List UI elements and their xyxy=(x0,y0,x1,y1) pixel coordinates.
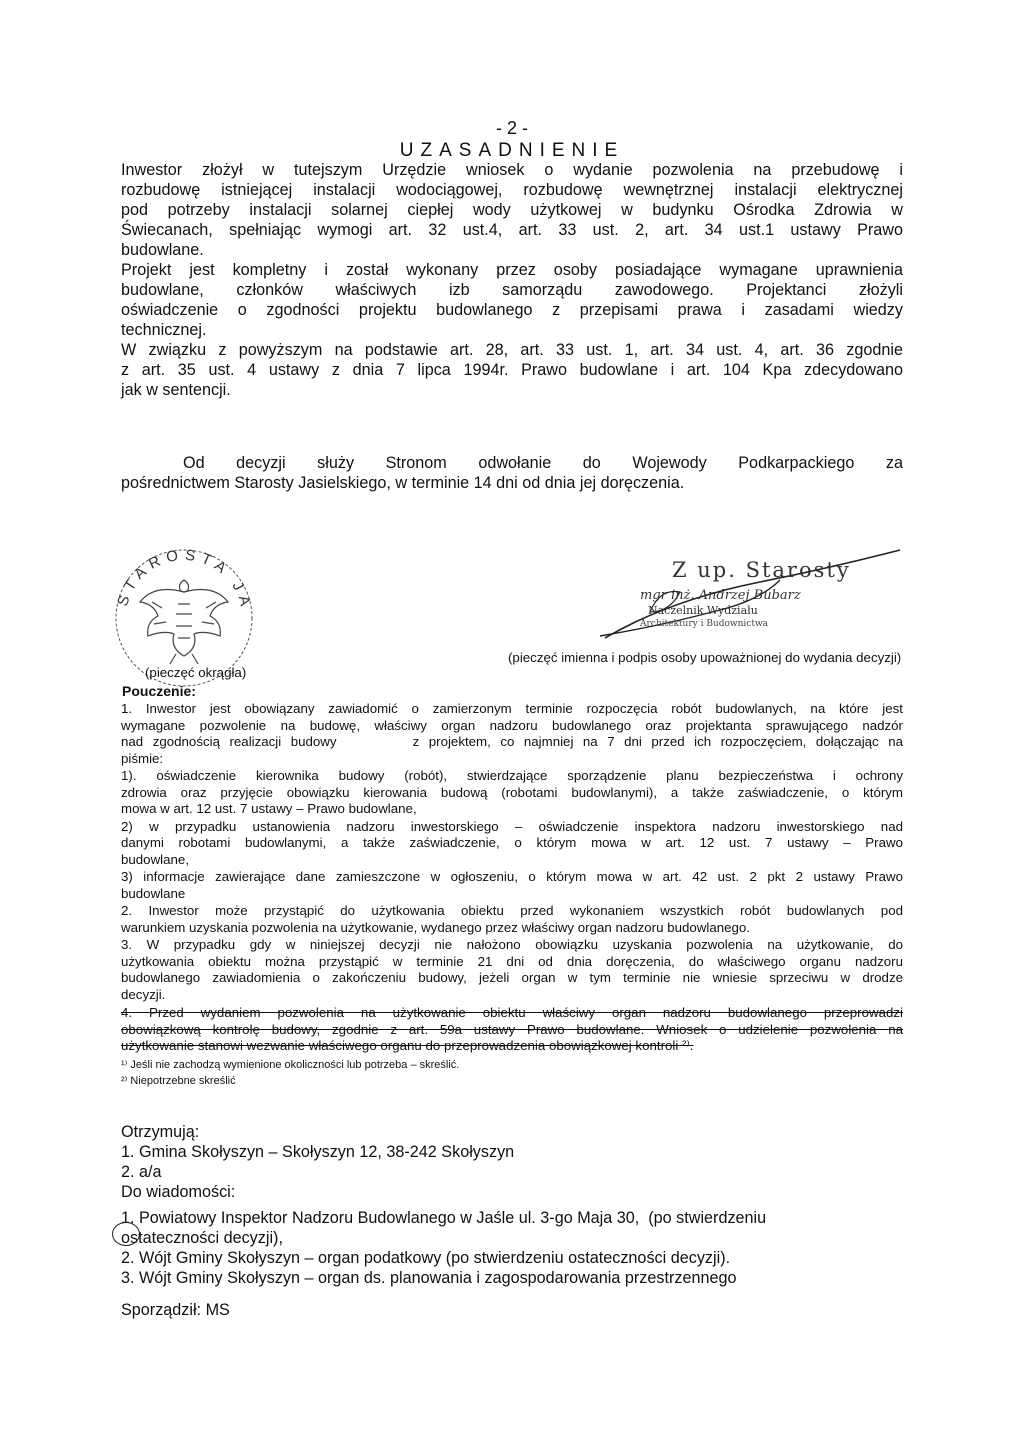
instructions-heading: Pouczenie: xyxy=(122,683,196,699)
instruction-line: warunkiem uzyskania pozwolenia na użytkowanie, wydanego przez właściwy organ nadzoru budowlanego. xyxy=(121,919,751,935)
text-line: technicznej. xyxy=(121,321,207,339)
justification-section xyxy=(121,160,903,400)
cc-item: ostateczności decyzji), xyxy=(121,1229,283,1247)
round-seal-caption: (pieczęć okrągła) xyxy=(145,665,247,680)
cc-heading: Do wiadomości: xyxy=(121,1183,236,1201)
instruction-line: nad zgodnością realizacji budowy z projektem, co najmniej na 7 dni przed ich rozpoczęciem, dołączając na xyxy=(121,734,903,749)
instruction-line: danymi robotami budowlanymi, a także zaświadczenie, o którym mowa w art. 12 ust. 7 ustawy – Prawo xyxy=(121,835,903,850)
instruction-line: 1). oświadczenie kierownika budowy (robót), stwierdzające sporządzenie planu bezpieczeństwa i ochrony xyxy=(121,768,903,783)
instruction-line: użytkowania obiektu można przystąpić w terminie 21 dni od dnia doręczenia, do właściwego organu nadzoru xyxy=(121,953,903,969)
instruction-line: mowa w art. 12 ust. 7 ustawy – Prawo budowlane, xyxy=(121,801,417,816)
recipient-item: 1. Gmina Skołyszyn – Skołyszyn 12, 38-242 Skołyszyn xyxy=(121,1143,515,1161)
struck-instruction-line: użytkowanie stanowi wezwanie właściwego organu do przeprowadzenia obowiązkowej kontroli ²⁾. xyxy=(121,1038,694,1053)
instruction-line: wymagane pozwolenie na budowę, właściwy organ nadzoru budowlanego oraz projektanta sprawującego nadzór xyxy=(121,717,903,733)
text-line: z art. 35 ust. 4 ustawy z dnia 7 lipca 1994r. Prawo budowlane i art. 104 Kpa zdecydowano xyxy=(121,361,903,379)
instructions-list xyxy=(121,701,903,1090)
seal-ring-text: STAROSTA JA xyxy=(114,546,255,614)
text-line: Projekt jest kompletny i został wykonany przez osoby posiadające wymagane uprawnienia xyxy=(121,261,903,279)
signature-stamp-line: Z up. Starosty xyxy=(672,558,851,582)
signature-stamp-line: Naczelnik Wydziału xyxy=(648,604,758,617)
prepared-by: Sporządził: MS xyxy=(121,1301,230,1319)
footnote: ¹⁾ Jeśli nie zachodzą wymienione okoliczności lub potrzeba – skreślić. xyxy=(121,1058,460,1071)
footnote: ²⁾ Niepotrzebne skreślić xyxy=(121,1075,236,1087)
cc-item: 2. Wójt Gminy Skołyszyn – organ podatkowy (po stwierdzeniu ostateczności decyzji). xyxy=(121,1249,731,1267)
instruction-line: piśmie: xyxy=(121,750,164,766)
instruction-line: 3) informacje zawierające dane zamieszczone w ogłoszeniu, o którym mowa w art. 42 ust. 2 pkt 2 ustawy Prawo xyxy=(121,869,903,884)
instruction-line: budowlanego zawiadomienia o zakończeniu budowy, jeżeli organ w tym terminie nie wniesie sprzeciwu w drodze xyxy=(121,970,903,985)
instruction-line: budowlane xyxy=(121,885,186,901)
signature-stamp-line: Architektury i Budownictwa xyxy=(640,619,769,629)
text-line: budowlane. xyxy=(121,241,204,259)
signature-stamp-line: mgr inż. Andrzej Bubarz xyxy=(640,588,801,603)
instruction-line: budowlane, xyxy=(121,851,190,867)
instruction-line: zdrowia oraz przyjęcie obowiązku kierowania budową (robotami budowlanymi), a także zaświadczenie, o którym xyxy=(121,784,903,800)
paragraph-legal-basis xyxy=(121,340,903,400)
text-line: budowlane, członków właściwych izb samorządu zawodowego. Projektanci złożyli xyxy=(121,281,903,299)
signature-stamp xyxy=(560,540,920,650)
text-line: oświadczenie o zgodności projektu budowlanego z przepisami prawa i zasadami wiedzy xyxy=(121,301,903,319)
struck-instruction-line: obowiązkową kontrolę budowy, zgodnie z art. 59a ustawy Prawo budowlane. Wniosek o udzielenie pozwolenia na xyxy=(121,1021,903,1037)
recipients-section xyxy=(121,1122,903,1288)
recipients-heading: Otrzymują: xyxy=(121,1123,200,1141)
instruction-line: decyzji. xyxy=(121,986,166,1002)
text-line: Inwestor złożył w tutejszym Urzędzie wniosek o wydanie pozwolenia na przebudowę i xyxy=(121,161,903,179)
paragraph-application xyxy=(121,160,903,260)
text-line: Od decyzji służy Stronom odwołanie do Wojewody Podkarpackiego za xyxy=(183,454,903,472)
recipient-item: 2. a/a xyxy=(121,1163,162,1181)
text-line: rozbudowę istniejącej instalacji wodociągowej, rozbudowę wewnętrznej instalacji elektrycznej xyxy=(121,181,903,199)
text-line: Świecanach, spełniając wymogi art. 32 ust.4, art. 33 ust. 2, art. 34 ust.1 ustawy Prawo xyxy=(121,221,903,239)
page-number: - 2 - xyxy=(495,118,528,138)
text-line: jak w sentencji. xyxy=(121,381,231,399)
paragraph-project xyxy=(121,260,903,340)
cc-item: 3. Wójt Gminy Skołyszyn – organ ds. planowania i zagospodarowania przestrzennego xyxy=(121,1269,737,1287)
document-title: UZASADNIENIE xyxy=(399,140,625,161)
instruction-line: 3. W przypadku gdy w niniejszej decyzji nie nałożono obowiązku uzyskania pozwolenia na użytkowanie, do xyxy=(121,937,903,952)
svg-text:STAROSTA JASIELSKI xyxy=(104,518,255,613)
appeal-paragraph xyxy=(121,453,903,493)
cc-item: 1. Powiatowy Inspektor Nadzoru Budowlanego w Jaśle ul. 3-go Maja 30, (po stwierdzeniu xyxy=(121,1209,767,1227)
text-line: pod potrzeby instalacji solarnej ciepłej wody użytkowej w budynku Ośrodka Zdrowia w xyxy=(121,201,903,219)
struck-instruction-line: 4. Przed wydaniem pozwolenia na użytkowanie obiektu właściwy organ nadzoru budowlanego przeprowadzi xyxy=(121,1005,903,1020)
instruction-line: 1. Inwestor jest obowiązany zawiadomić o zamierzonym terminie rozpoczęcia robót budowlanych, na które jest xyxy=(121,701,903,716)
text-line: W związku z powyższym na podstawie art. 28, art. 33 ust. 1, art. 34 ust. 4, art. 36 zgodnie xyxy=(121,341,903,359)
round-seal xyxy=(104,518,264,688)
instruction-line: 2. Inwestor może przystąpić do użytkowania obiektu przed wykonaniem wszystkich robót budowlanych pod xyxy=(121,903,903,918)
handwritten-circle-mark xyxy=(112,1222,140,1246)
instruction-line: 2) w przypadku ustanowienia nadzoru inwestorskiego – oświadczenie inspektora nadzoru inwestorskiego nad xyxy=(121,818,903,834)
signature-caption: (pieczęć imienna i podpis osoby upoważnionej do wydania decyzji) xyxy=(508,650,902,665)
eagle-emblem-icon xyxy=(104,518,264,688)
text-line: pośrednictwem Starosty Jasielskiego, w terminie 14 dni od dnia jej doręczenia. xyxy=(121,474,685,492)
